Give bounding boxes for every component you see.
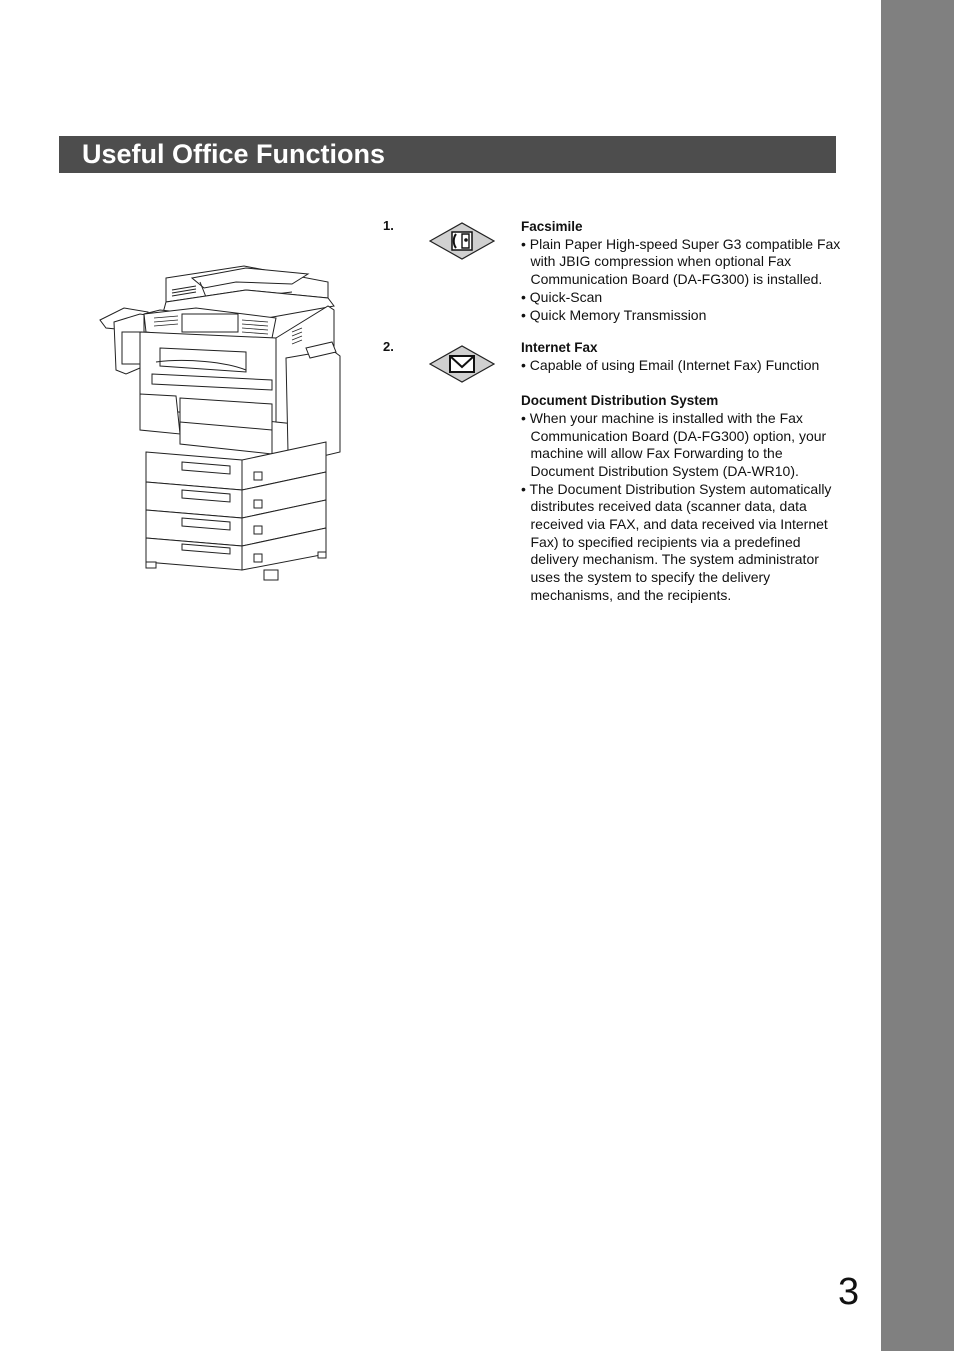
section-heading: Facsimile: [521, 219, 583, 234]
page-title: Useful Office Functions: [59, 136, 836, 173]
list-item: • When your machine is installed with the Fax Communication Board (DA-FG300) option, your machine will allow Fax Forwarding to the Document Distribution System (DA-WR10).: [521, 409, 827, 479]
page-number: 3: [838, 1271, 860, 1313]
section-subheading: Document Distribution System: [521, 393, 719, 409]
internet-fax-section: [521, 339, 841, 605]
list-item: • Plain Paper High-speed Super G3 compatible Fax with JBIG compression when optional Fax Communication Board (DA-FG300) is installed.: [521, 235, 841, 288]
list-item: • Quick-Scan: [521, 288, 603, 305]
envelope-icon: [429, 345, 495, 383]
list-item: • Quick Memory Transmission: [521, 306, 707, 323]
list-item: • The Document Distribution System automatically distributes received data (scanner data, data received via FAX, and data received via Internet Fax) to specified recipients via a predefined delivery mechanism. The system administrator uses the system to specify the delivery mechanisms, and the recipients.: [521, 480, 832, 603]
fax-icon: [429, 222, 495, 260]
section-heading: Internet Fax: [521, 340, 598, 355]
side-tab-bar: [881, 0, 954, 1351]
copier-machine-illustration: [96, 262, 342, 584]
list-item: • Capable of using Email (Internet Fax) Function: [521, 356, 820, 373]
facsimile-section: [521, 218, 841, 324]
item-number: 2.: [383, 339, 394, 354]
item-number: 1.: [383, 218, 394, 233]
